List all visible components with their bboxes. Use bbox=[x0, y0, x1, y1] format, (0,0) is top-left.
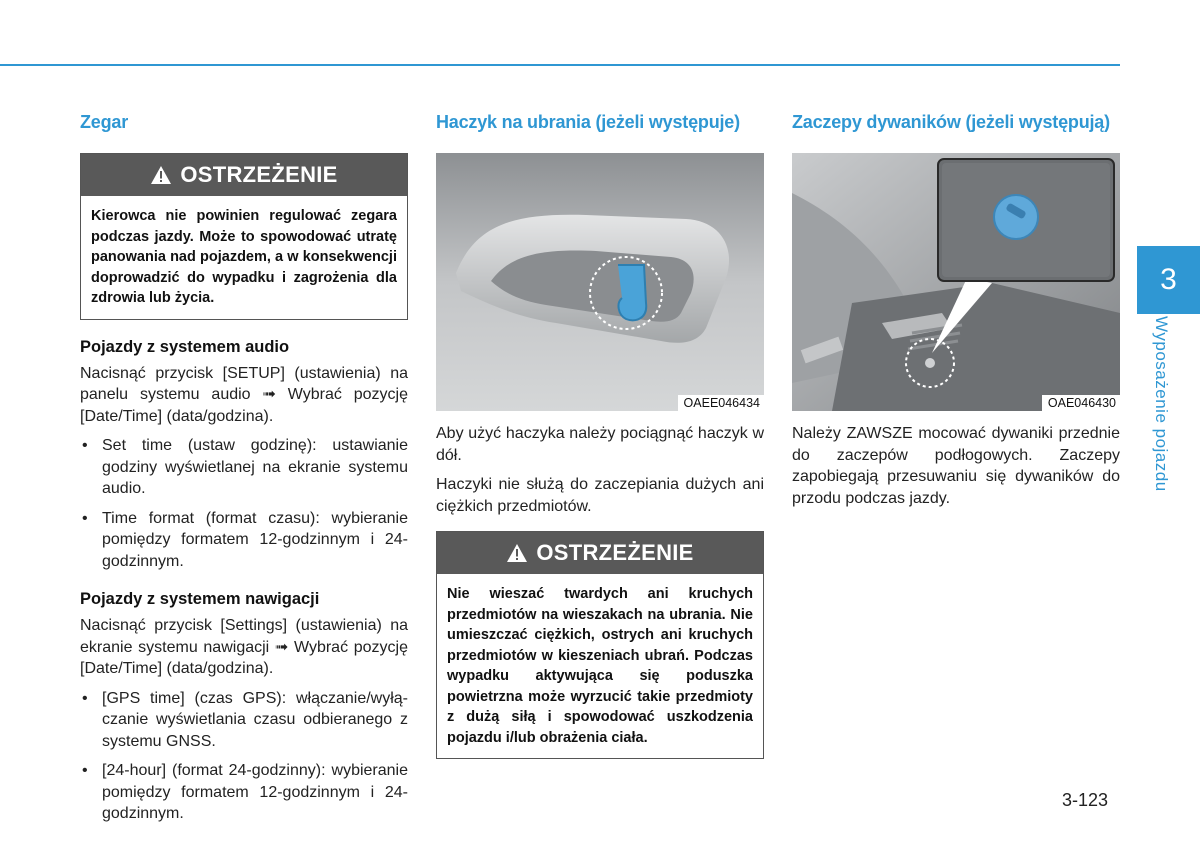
section-heading-coat-hook: Haczyk na ubrania (jeżeli występuje) bbox=[436, 112, 740, 132]
column-floor-mat bbox=[792, 112, 1120, 517]
figure-code: OAEE046434 bbox=[678, 395, 764, 411]
list-item bbox=[80, 760, 408, 825]
list-item-text: [GPS time] (czas GPS): włączanie/wyłączanie wyświetlania czasu odbieranego z systemu GNSS. bbox=[102, 689, 408, 750]
warning-triangle-icon bbox=[150, 165, 172, 185]
warning-box-clock bbox=[80, 153, 408, 320]
floor-mat-illustration bbox=[792, 153, 1120, 411]
warning-triangle-icon bbox=[506, 543, 528, 563]
coat-hook-para-1: Aby użyć haczyka należy pociągnąć haczyk w dół. bbox=[436, 425, 764, 464]
audio-bullet-list bbox=[80, 435, 408, 572]
bullet-dot: • bbox=[82, 437, 88, 454]
section-heading-floor-mat: Zaczepy dywaników (jeżeli występują) bbox=[792, 112, 1110, 132]
warning-title: OSTRZEŻENIE bbox=[180, 162, 338, 187]
top-rule bbox=[0, 64, 1120, 66]
floor-mat-para-1: Należy ZAWSZE mocować dywaniki przednie do zaczepów podłogowych. Zaczepy zapobiegają przesuwaniu się dywaników do przodu podczas jazdy. bbox=[792, 425, 1120, 507]
warning-box-coat-hook bbox=[436, 531, 764, 759]
bullet-dot: • bbox=[82, 762, 88, 779]
list-item-text: [24-hour] (format 24-godzinny): wybieranie pomiędzy formatem 12-godzinnym i 24-godzinnym. bbox=[102, 762, 408, 822]
warning-text: Nie wieszać twardych ani kruchych przedmiotów na wieszakach na ubrania. Nie umieszczać ciężkich, ostrych ani kruchych przedmiotów w kieszeniach ubrań. Podczas wypadku aktywująca się poduszka powietrzna może wyrzucić takie przedmioty z dużą siłą i spowodować uszkodzenia pojazdu i/lub obrażenia ciała. bbox=[447, 586, 753, 746]
nav-intro: Nacisnąć przycisk [Settings] (ustawienia) na ekranie systemu nawigacji ➟ Wybrać pozycję [Date/Time] (data/godzina). bbox=[80, 617, 408, 677]
list-item-text: Set time (ustaw godzinę): ustawianie godziny wyświetlanej na ekranie systemu audio. bbox=[102, 437, 408, 497]
chapter-label: Wyposażenie pojazdu bbox=[1152, 316, 1171, 492]
chapter-tab bbox=[1137, 246, 1200, 314]
warning-header bbox=[81, 154, 407, 196]
figure-code: OAE046430 bbox=[1042, 395, 1120, 411]
list-item-text: Time format (format czasu): wybieranie pomiędzy formatem 12-godzinnym i 24-godzinnym. bbox=[102, 509, 408, 570]
list-item bbox=[80, 508, 408, 573]
chapter-number: 3 bbox=[1160, 263, 1177, 296]
subheading-navigation: Pojazdy z systemem nawigacji bbox=[80, 590, 320, 608]
section-heading-clock: Zegar bbox=[80, 112, 129, 132]
floor-mat-figure bbox=[792, 153, 1120, 411]
bullet-dot: • bbox=[82, 689, 88, 707]
nav-bullet-list bbox=[80, 688, 408, 825]
coat-hook-illustration bbox=[436, 153, 764, 411]
column-clock bbox=[80, 112, 408, 833]
list-item bbox=[80, 435, 408, 500]
warning-header bbox=[437, 532, 763, 574]
column-coat-hook bbox=[436, 112, 764, 759]
page-number: 3-123 bbox=[1062, 790, 1109, 810]
list-item bbox=[80, 688, 408, 753]
bullet-dot: • bbox=[82, 509, 88, 527]
audio-intro: Nacisnąć przycisk [SETUP] (ustawienia) na panelu systemu audio ➟ Wybrać pozycję [Date/Time] (data/godzina). bbox=[80, 364, 408, 425]
subheading-audio: Pojazdy z systemem audio bbox=[80, 337, 290, 356]
coat-hook-para-2: Haczyki nie służą do zaczepiania dużych ani ciężkich przedmiotów. bbox=[436, 476, 764, 515]
warning-text: Kierowca nie powinien regulować zegara podczas jazdy. Może to spowodować utratę panowania nad pojazdem, a w konsekwencji doprowadzić do wypadku i zagrożenia dla zdrowia lub życia. bbox=[91, 208, 397, 306]
coat-hook-figure bbox=[436, 153, 764, 411]
warning-title: OSTRZEŻENIE bbox=[536, 540, 694, 565]
